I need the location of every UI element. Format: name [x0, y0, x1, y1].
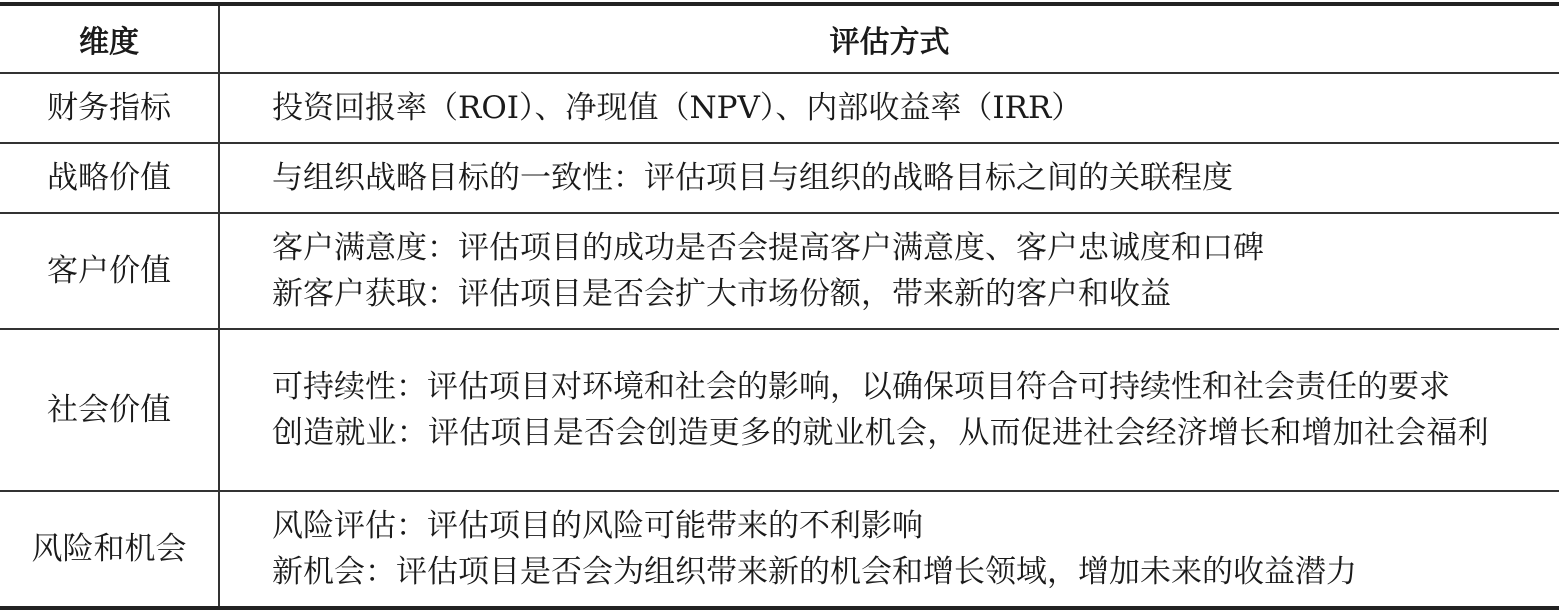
header-dimension: 维度 — [0, 4, 219, 73]
table-row — [0, 329, 1559, 491]
dimension-cell: 财务指标 — [0, 73, 219, 143]
dimension-cell: 社会价值 — [0, 329, 219, 491]
header-method: 评估方式 — [219, 4, 1559, 73]
method-line: 创造就业：评估项目是否会创造更多的就业机会，从而促进社会经济增长和增加社会福利 — [272, 415, 1489, 451]
method-cell — [219, 73, 1559, 143]
dimension-cell: 客户价值 — [0, 213, 219, 329]
method-line: 投资回报率（ROI）、净现值（NPV）、内部收益率（IRR） — [272, 90, 1083, 126]
method-line: 可持续性：评估项目对环境和社会的影响，以确保项目符合可持续性和社会责任的要求 — [272, 369, 1450, 405]
dimension-cell: 风险和机会 — [0, 491, 219, 608]
method-line: 新客户获取：评估项目是否会扩大市场份额，带来新的客户和收益 — [272, 276, 1171, 312]
method-cell — [219, 329, 1559, 491]
method-cell — [219, 143, 1559, 213]
table-row — [0, 143, 1559, 213]
table-row — [0, 73, 1559, 143]
evaluation-table — [0, 2, 1559, 610]
table-row — [0, 213, 1559, 329]
method-line: 与组织战略目标的一致性：评估项目与组织的战略目标之间的关联程度 — [272, 160, 1233, 196]
method-line: 客户满意度：评估项目的成功是否会提高客户满意度、客户忠诚度和口碑 — [272, 230, 1264, 266]
method-cell — [219, 213, 1559, 329]
table-header-row — [0, 4, 1559, 73]
method-cell — [219, 491, 1559, 608]
method-line: 新机会：评估项目是否会为组织带来新的机会和增长领域，增加未来的收益潜力 — [272, 554, 1357, 590]
method-line: 风险评估：评估项目的风险可能带来的不利影响 — [272, 508, 923, 544]
table-row — [0, 491, 1559, 608]
dimension-cell: 战略价值 — [0, 143, 219, 213]
